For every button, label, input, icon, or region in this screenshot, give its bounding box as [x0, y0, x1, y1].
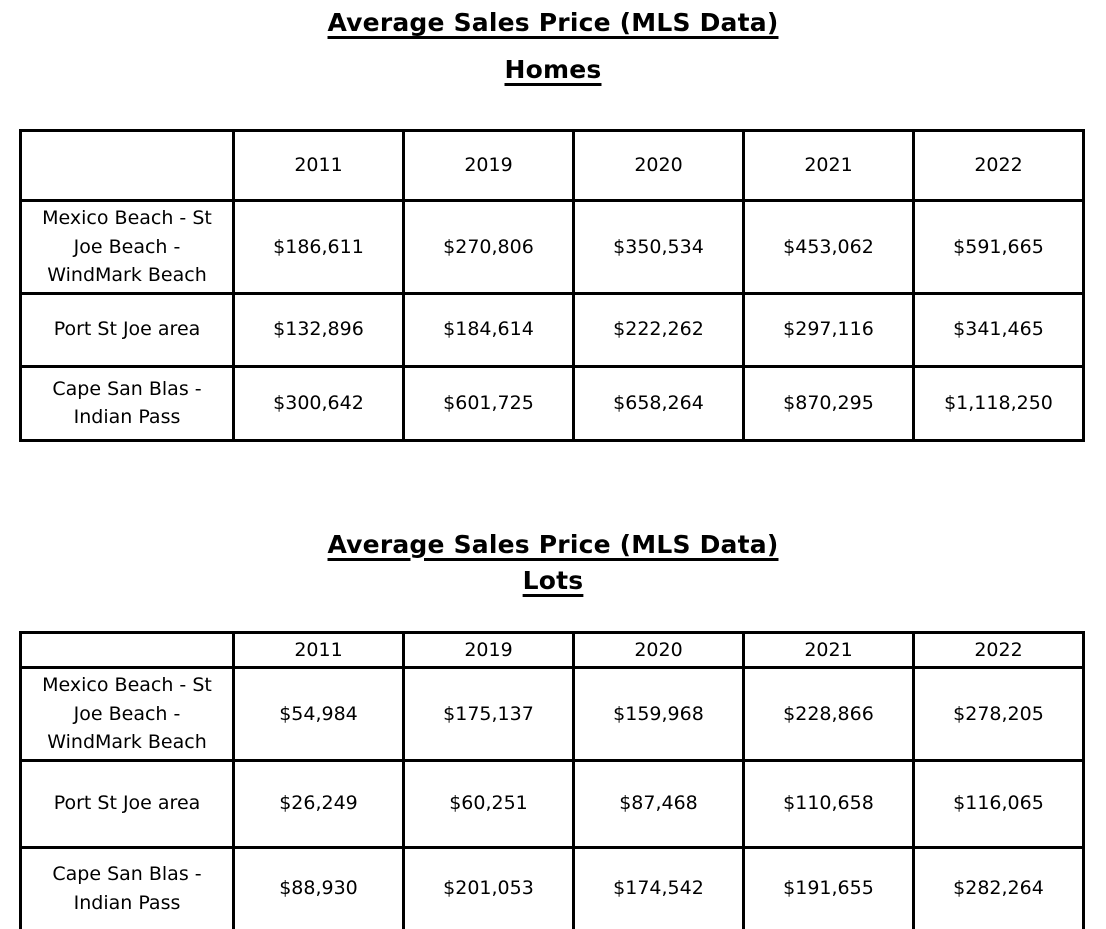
- price-cell: $453,062: [744, 201, 914, 294]
- price-cell: $159,968: [574, 668, 744, 761]
- price-cell: $110,658: [744, 760, 914, 847]
- price-cell: $228,866: [744, 668, 914, 761]
- area-label-cell: Cape San Blas - Indian Pass: [21, 847, 234, 929]
- price-cell: $116,065: [914, 760, 1084, 847]
- price-cell: $191,655: [744, 847, 914, 929]
- price-cell: $601,725: [404, 366, 574, 440]
- price-cell: $222,262: [574, 293, 744, 366]
- year-header-cell: 2020: [574, 632, 744, 668]
- table-row: [21, 293, 1084, 366]
- lots-table-subtitle: Lots: [522, 565, 584, 595]
- year-header-cell: 2019: [404, 131, 574, 201]
- year-header-cell: 2022: [914, 131, 1084, 201]
- price-cell: $60,251: [404, 760, 574, 847]
- price-cell: $201,053: [404, 847, 574, 929]
- lots-table-title: Average Sales Price (MLS Data): [327, 529, 779, 559]
- homes-price-table: [19, 129, 1085, 442]
- year-header-cell: 2020: [574, 131, 744, 201]
- lots-header-row: [21, 632, 1084, 668]
- price-cell: $87,468: [574, 760, 744, 847]
- price-cell: $870,295: [744, 366, 914, 440]
- price-cell: $184,614: [404, 293, 574, 366]
- corner-cell: [21, 131, 234, 201]
- price-cell: $591,665: [914, 201, 1084, 294]
- table-row: [21, 668, 1084, 761]
- price-cell: $26,249: [234, 760, 404, 847]
- area-label-cell: Port St Joe area: [21, 293, 234, 366]
- table-row: [21, 847, 1084, 929]
- price-cell: $278,205: [914, 668, 1084, 761]
- price-cell: $658,264: [574, 366, 744, 440]
- price-cell: $132,896: [234, 293, 404, 366]
- year-header-cell: 2021: [744, 131, 914, 201]
- price-cell: $174,542: [574, 847, 744, 929]
- homes-table-title: Average Sales Price (MLS Data): [327, 8, 779, 37]
- area-label-cell: Cape San Blas - Indian Pass: [21, 366, 234, 440]
- year-header-cell: 2021: [744, 632, 914, 668]
- price-cell: $1,118,250: [914, 366, 1084, 440]
- area-label-cell: Port St Joe area: [21, 760, 234, 847]
- year-header-cell: 2022: [914, 632, 1084, 668]
- price-cell: $282,264: [914, 847, 1084, 929]
- year-header-cell: 2011: [234, 632, 404, 668]
- price-cell: $175,137: [404, 668, 574, 761]
- price-cell: $297,116: [744, 293, 914, 366]
- homes-table-subtitle: Homes: [504, 55, 602, 84]
- price-cell: $186,611: [234, 201, 404, 294]
- year-header-cell: 2011: [234, 131, 404, 201]
- table-row: [21, 201, 1084, 294]
- table-row: [21, 366, 1084, 440]
- lots-price-table: [19, 631, 1085, 929]
- area-label-cell: Mexico Beach - St Joe Beach - WindMark Beach: [21, 668, 234, 761]
- price-cell: $300,642: [234, 366, 404, 440]
- price-cell: $88,930: [234, 847, 404, 929]
- price-cell: $270,806: [404, 201, 574, 294]
- price-cell: $341,465: [914, 293, 1084, 366]
- area-label-cell: Mexico Beach - St Joe Beach - WindMark Beach: [21, 201, 234, 294]
- homes-header-row: [21, 131, 1084, 201]
- price-cell: $54,984: [234, 668, 404, 761]
- year-header-cell: 2019: [404, 632, 574, 668]
- table-row: [21, 760, 1084, 847]
- corner-cell: [21, 632, 234, 668]
- price-cell: $350,534: [574, 201, 744, 294]
